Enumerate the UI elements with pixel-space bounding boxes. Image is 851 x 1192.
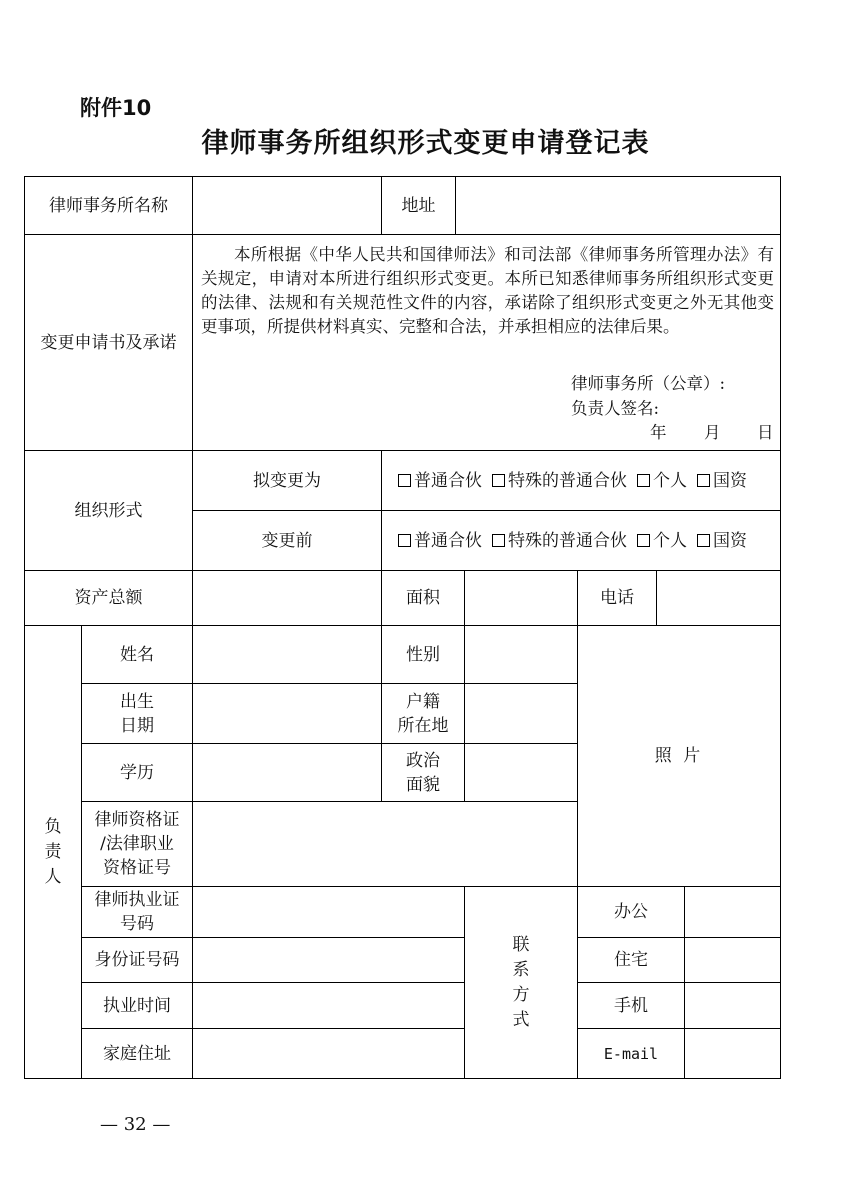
practice-time-label: 执业时间 bbox=[81, 982, 193, 1029]
address-field[interactable] bbox=[455, 176, 781, 235]
political-label: 政治 面貌 bbox=[381, 743, 465, 802]
checkbox-icon[interactable] bbox=[398, 474, 411, 487]
office-phone-label: 办公 bbox=[577, 886, 685, 938]
address-label: 地址 bbox=[381, 176, 456, 235]
firm-seal-label: 律师事务所（公章）: bbox=[571, 374, 726, 393]
area-field[interactable] bbox=[464, 570, 578, 626]
office-phone-field[interactable] bbox=[684, 886, 781, 938]
option-state-owned[interactable]: 国资 bbox=[697, 469, 747, 493]
name-label: 姓名 bbox=[81, 625, 193, 684]
checkbox-icon[interactable] bbox=[492, 534, 505, 547]
mobile-label: 手机 bbox=[577, 982, 685, 1029]
phone-label: 电话 bbox=[577, 570, 657, 626]
mobile-field[interactable] bbox=[684, 982, 781, 1029]
proposed-form-label: 拟变更为 bbox=[192, 450, 382, 511]
qualification-label: 律师资格证 /法律职业 资格证号 bbox=[81, 801, 193, 887]
org-form-label: 组织形式 bbox=[24, 450, 193, 571]
before-form-label: 变更前 bbox=[192, 510, 382, 571]
area-label: 面积 bbox=[381, 570, 465, 626]
attachment-label: 附件10 bbox=[80, 96, 152, 120]
gender-field[interactable] bbox=[464, 625, 578, 684]
gender-label: 性别 bbox=[381, 625, 465, 684]
political-field[interactable] bbox=[464, 743, 578, 802]
checkbox-icon[interactable] bbox=[637, 474, 650, 487]
phone-field[interactable] bbox=[656, 570, 781, 626]
household-field[interactable] bbox=[464, 683, 578, 744]
option-special-partnership[interactable]: 特殊的普通合伙 bbox=[492, 529, 627, 553]
birth-date-label: 出生 日期 bbox=[81, 683, 193, 744]
photo-box[interactable]: 照 片 bbox=[577, 625, 781, 887]
checkbox-icon[interactable] bbox=[697, 534, 710, 547]
application-statement-box bbox=[192, 234, 781, 451]
contact-label: 联 系 方 式 bbox=[464, 886, 578, 1079]
residence-phone-field[interactable] bbox=[684, 937, 781, 983]
before-form-options[interactable] bbox=[381, 510, 781, 571]
option-general-partnership[interactable]: 普通合伙 bbox=[398, 529, 482, 553]
page-title: 律师事务所组织形式变更申请登记表 bbox=[201, 128, 650, 159]
option-state-owned[interactable]: 国资 bbox=[697, 529, 747, 553]
firm-name-field[interactable] bbox=[192, 176, 382, 235]
email-label: E-mail bbox=[577, 1028, 685, 1079]
residence-phone-label: 住宅 bbox=[577, 937, 685, 983]
person-sign-label: 负责人签名: bbox=[571, 399, 660, 418]
statement-text: 本所根据《中华人民共和国律师法》和司法部《律师事务所管理办法》有关规定，申请对本所进行组织形式变更。本所已知悉律师事务所组织形式变更的法律、法规和有关规范性文件的内容，承诺除了组织形式变更之外无其他变更事项，所提供材料真实、完整和合法，并承担相应的法律后果。 bbox=[201, 245, 774, 336]
page-number: — 32 — bbox=[100, 1114, 171, 1135]
id-number-label: 身份证号码 bbox=[81, 937, 193, 983]
home-address-label: 家庭住址 bbox=[81, 1028, 193, 1079]
home-address-field[interactable] bbox=[192, 1028, 465, 1079]
date-year: 年 bbox=[650, 423, 667, 442]
checkbox-icon[interactable] bbox=[697, 474, 710, 487]
qualification-field[interactable] bbox=[192, 801, 578, 887]
education-label: 学历 bbox=[81, 743, 193, 802]
person-section-label: 负 责 人 bbox=[24, 625, 82, 1079]
name-field[interactable] bbox=[192, 625, 382, 684]
firm-name-label: 律师事务所名称 bbox=[24, 176, 193, 235]
practice-time-field[interactable] bbox=[192, 982, 465, 1029]
assets-field[interactable] bbox=[192, 570, 382, 626]
date-day: 日 bbox=[757, 423, 774, 442]
checkbox-icon[interactable] bbox=[637, 534, 650, 547]
license-label: 律师执业证 号码 bbox=[81, 886, 193, 938]
option-individual[interactable]: 个人 bbox=[637, 469, 687, 493]
education-field[interactable] bbox=[192, 743, 382, 802]
date-month: 月 bbox=[704, 423, 721, 442]
proposed-form-options[interactable] bbox=[381, 450, 781, 511]
checkbox-icon[interactable] bbox=[398, 534, 411, 547]
household-label: 户籍 所在地 bbox=[381, 683, 465, 744]
id-number-field[interactable] bbox=[192, 937, 465, 983]
option-general-partnership[interactable]: 普通合伙 bbox=[398, 469, 482, 493]
assets-label: 资产总额 bbox=[24, 570, 193, 626]
application-label: 变更申请书及承诺 bbox=[24, 234, 193, 451]
option-individual[interactable]: 个人 bbox=[637, 529, 687, 553]
option-special-partnership[interactable]: 特殊的普通合伙 bbox=[492, 469, 627, 493]
checkbox-icon[interactable] bbox=[492, 474, 505, 487]
email-field[interactable] bbox=[684, 1028, 781, 1079]
license-field[interactable] bbox=[192, 886, 465, 938]
birth-date-field[interactable] bbox=[192, 683, 382, 744]
